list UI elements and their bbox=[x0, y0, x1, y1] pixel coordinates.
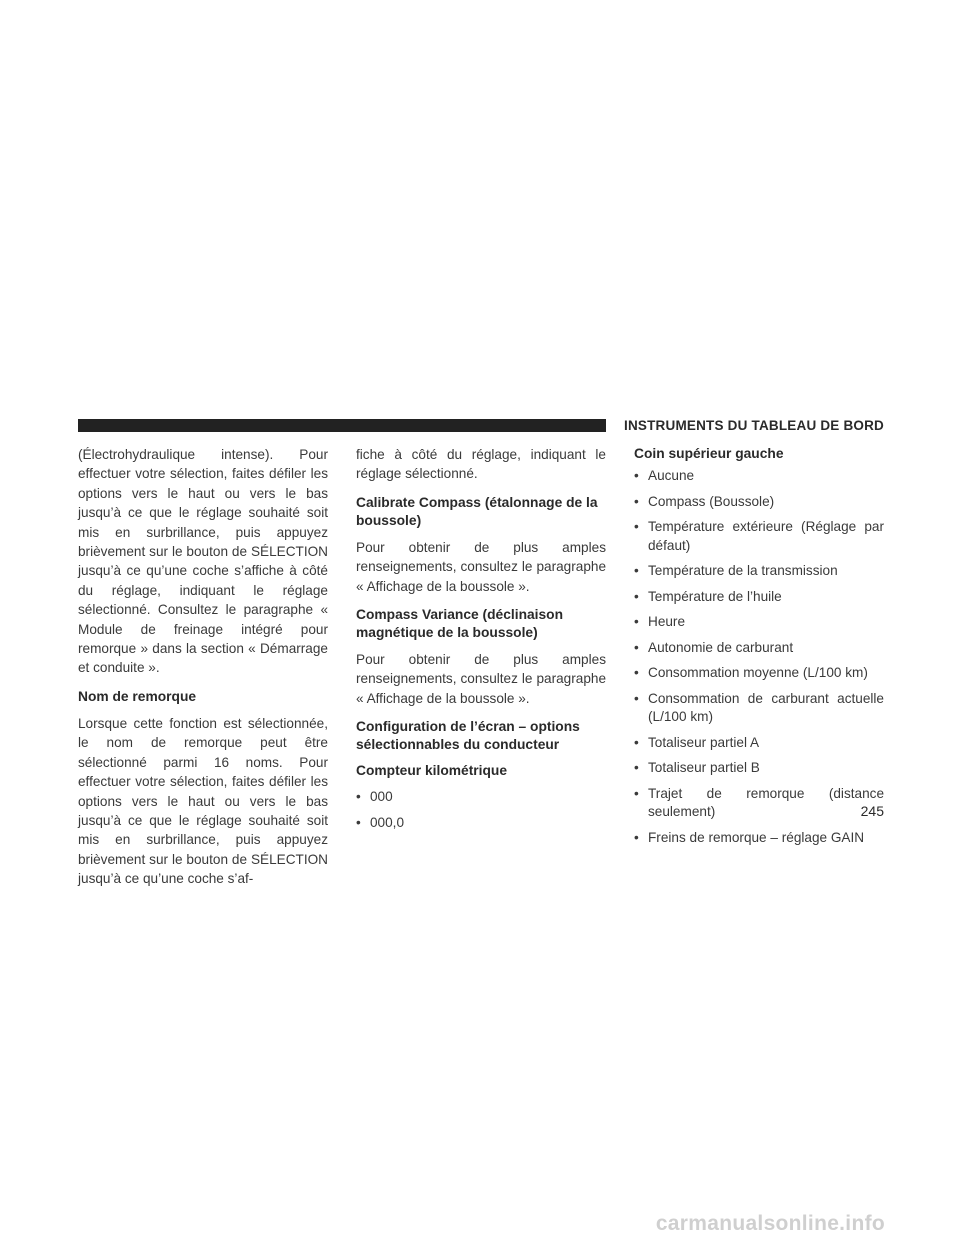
column-1 bbox=[78, 445, 328, 899]
list-item: • Totaliseur partiel B bbox=[634, 759, 884, 778]
bullet-icon: • bbox=[634, 785, 639, 801]
bullet-icon: • bbox=[634, 829, 639, 845]
list-item: • 000,0 bbox=[356, 814, 606, 833]
column-2 bbox=[356, 445, 606, 839]
bullet-icon: • bbox=[634, 519, 639, 534]
upper-left-options-list bbox=[634, 467, 884, 847]
column-3 bbox=[634, 445, 884, 854]
paragraph: (Électrohydraulique intense). Pour effectuer votre sélection, faites défiler les options vers le haut ou vers le bas jusqu’à ce que le réglage souhaité soit mis en surbrillance, puis appuyez brièvement sur le bouton de SÉLECTION jusqu’à ce qu’une coche s’affiche à côté du réglage, indiquant le réglage sélectionné. Consultez le paragraphe « Module de freinage intégré pour remorque » dans la section « Démarrage et conduite ». bbox=[78, 447, 328, 676]
header-bar bbox=[78, 419, 606, 432]
section-title: INSTRUMENTS DU TABLEAU DE BORD bbox=[624, 418, 884, 433]
heading-trailer-name: Nom de remorque bbox=[78, 688, 197, 704]
list-item: • Température extérieure (Réglage par défaut) bbox=[634, 519, 884, 553]
bullet-icon: • bbox=[634, 588, 639, 604]
bullet-icon: • bbox=[634, 665, 639, 680]
page-number: 245 bbox=[860, 803, 884, 819]
list-item: • Freins de remorque – réglage GAIN bbox=[634, 829, 884, 848]
list-item: • Trajet de remorque (distance seulement) bbox=[634, 785, 884, 819]
paragraph: Pour obtenir de plus amples renseignements, consultez le paragraphe « Affichage de la boussole ». bbox=[356, 652, 606, 706]
bullet-icon: • bbox=[356, 789, 361, 805]
heading-calibrate-compass: Calibrate Compass (étalonnage de la boussole) bbox=[356, 494, 598, 528]
list-item: • Totaliseur partiel A bbox=[634, 734, 884, 753]
watermark: carmanualsonline.info bbox=[655, 1212, 885, 1235]
bullet-icon: • bbox=[634, 493, 639, 509]
heading-display-setup: Configuration de l’écran – options sélectionnables du conducteur bbox=[356, 719, 580, 753]
list-item: • Autonomie de carburant bbox=[634, 639, 884, 658]
heading-compass-variance: Compass Variance (déclinaison magnétique de la boussole) bbox=[356, 607, 564, 641]
bullet-icon: • bbox=[356, 814, 361, 830]
bullet-icon: • bbox=[634, 734, 639, 750]
bullet-icon: • bbox=[634, 563, 639, 578]
paragraph: Pour obtenir de plus amples renseignements, consultez le paragraphe « Affichage de la boussole ». bbox=[356, 539, 606, 594]
bullet-icon: • bbox=[634, 614, 639, 629]
list-item: • 000 bbox=[356, 788, 606, 807]
bullet-icon: • bbox=[634, 639, 639, 655]
list-item: • Consommation de carburant actuelle (L/100 km) bbox=[634, 690, 884, 724]
heading-upper-left-corner: Coin supérieur gauche bbox=[634, 446, 784, 461]
odometer-options-list bbox=[356, 788, 606, 832]
list-item: • Compass (Boussole) bbox=[634, 493, 884, 512]
bullet-icon: • bbox=[634, 690, 639, 706]
list-item: • Température de la transmission bbox=[634, 562, 884, 581]
bullet-icon: • bbox=[634, 760, 639, 775]
paragraph: fiche à côté du réglage, indiquant le réglage sélectionné. bbox=[356, 447, 606, 482]
list-item: • Heure bbox=[634, 613, 884, 632]
heading-odometer: Compteur kilométrique bbox=[356, 763, 508, 779]
bullet-icon: • bbox=[634, 468, 639, 483]
list-item: • Aucune bbox=[634, 467, 884, 486]
list-item: • Température de l’huile bbox=[634, 588, 884, 607]
paragraph: Lorsque cette fonction est sélectionnée, le nom de remorque peut être sélectionné parmi 16 noms. Pour effectuer votre sélection, faites défiler les options vers le haut ou vers le bas jusqu’à ce que le réglage souhaité soit mis en surbrillance, puis appuyez brièvement sur le bouton de SÉLECTION jusqu’à ce qu’une coche s’af- bbox=[78, 715, 328, 887]
list-item: • Consommation moyenne (L/100 km) bbox=[634, 664, 884, 683]
